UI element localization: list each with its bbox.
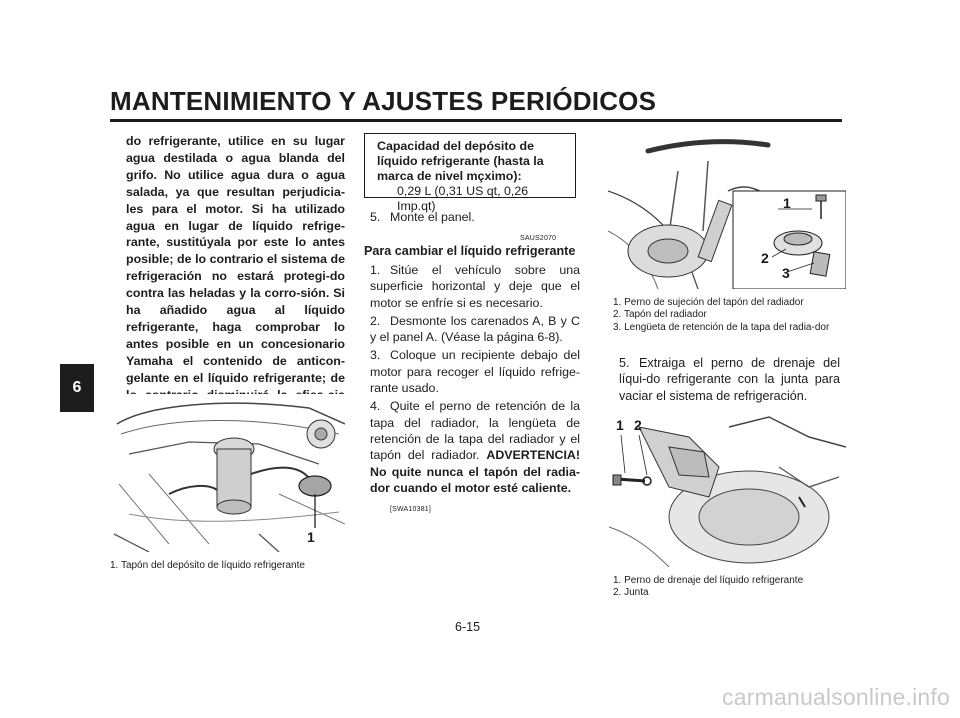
step-2 (370, 313, 580, 346)
step-3 (370, 347, 580, 396)
step-number: 5. (370, 210, 381, 224)
radiator-cap-photo (608, 131, 846, 289)
step-text: Sitúe el vehículo sobre una superficie horizontal y deje que el motor se enfríe si es necesario. (370, 263, 580, 310)
step-number: 1. (370, 263, 381, 277)
step-number: 3. (370, 348, 381, 363)
coolant-reservoir-photo (109, 394, 345, 552)
warning-text: do refrigerante, utilice en su lugar agua destilada o agua blanda del grifo. No utilice agua dura o agua salada, ya que resultan perjudicia-les para el motor. Si ha utilizado agua en lugar de líquido refrige-rante, sustitúyala por este lo antes posible; de lo contrario el sistema de refrigeración no estará protegi-do contra las heladas y la corro-sión. Si ha añadido agua al líquido refrigerante, haga comprobar lo antes posible en un concesionario Yamaha el contenido de anticon-gelante en el líquido refrigerante; de (126, 134, 345, 385)
figure-caption: 1. Tapón del depósito de líquido refrigerante (110, 560, 305, 571)
caption-item: 3. Lengüeta de retención de la tapa del radia-dor (613, 321, 830, 333)
capacity-spec-box (364, 133, 576, 213)
step-text: Monte el panel. (390, 210, 475, 224)
step-5-prev (370, 209, 580, 225)
figure-label-1: 1 (616, 417, 624, 433)
figure-label: 1 (307, 529, 315, 545)
figure-captions-1 (613, 297, 845, 334)
step-text: Quite el perno de retención de la tapa del radiador, la lengüeta de retención de la tapa del radiador y el tapón del radiador. (370, 399, 580, 463)
step-4 (370, 398, 580, 496)
figure-label-2: 2 (634, 417, 642, 433)
figure-captions-2 (613, 575, 845, 600)
capacity-title: Capacidad del depósito de líquido refrigerante (hasta la marca de nivel mçximo): (377, 139, 544, 183)
step-4-warning: ADVERTENCIA! No quite nunca el tapón del radia-dor cuando el motor esté caliente. (370, 448, 580, 495)
page-title: MANTENIMIENTO Y AJUSTES PERIÓDICOS (110, 86, 657, 116)
caption-item: 2. Tapón del radiador (613, 309, 707, 321)
caption-item: 1. Perno de drenaje del líquido refrigerante (613, 575, 804, 586)
caption-item: 2. Junta (613, 587, 649, 599)
step-1 (370, 262, 580, 311)
figure-label-3: 3 (782, 265, 790, 281)
step-number: 2. (370, 313, 381, 328)
steps-list (370, 262, 580, 518)
step-number: 4. (370, 399, 381, 414)
drain-bolt-photo (609, 407, 846, 567)
page-number: 6-15 (455, 620, 481, 634)
chapter-tab: 6 (60, 364, 94, 412)
section-ref-code: SAUS2070 (520, 235, 557, 242)
caption-item: 1. Perno de sujeción del tapón del radiador (613, 297, 804, 308)
capacity-value: 0,29 L (0,31 US qt, 0,26 Imp.qt) (397, 184, 529, 213)
watermark: carmanualsonline.info (722, 684, 950, 710)
figure-label-1: 1 (783, 195, 791, 211)
step-5 (619, 355, 840, 404)
step-number: 5. (619, 356, 630, 370)
warning-code: [SWA10381] (390, 506, 432, 514)
section-heading: Para cambiar el líquido refrigerante (364, 244, 576, 258)
step-text: Desmonte los carenados A, B y C y el panel A. (Véase la página 6-8). (370, 313, 580, 345)
figure-label-2: 2 (761, 250, 769, 266)
step-text: Extraiga el perno de drenaje del líqui-do refrigerante con la junta para vaciar el sistema de refrigeración. (619, 356, 840, 403)
title-rule (110, 119, 842, 122)
step-text: Coloque un recipiente debajo del motor para recoger el líquido refrige-rante usado. (370, 348, 580, 396)
coolant-water-warning (126, 133, 345, 422)
